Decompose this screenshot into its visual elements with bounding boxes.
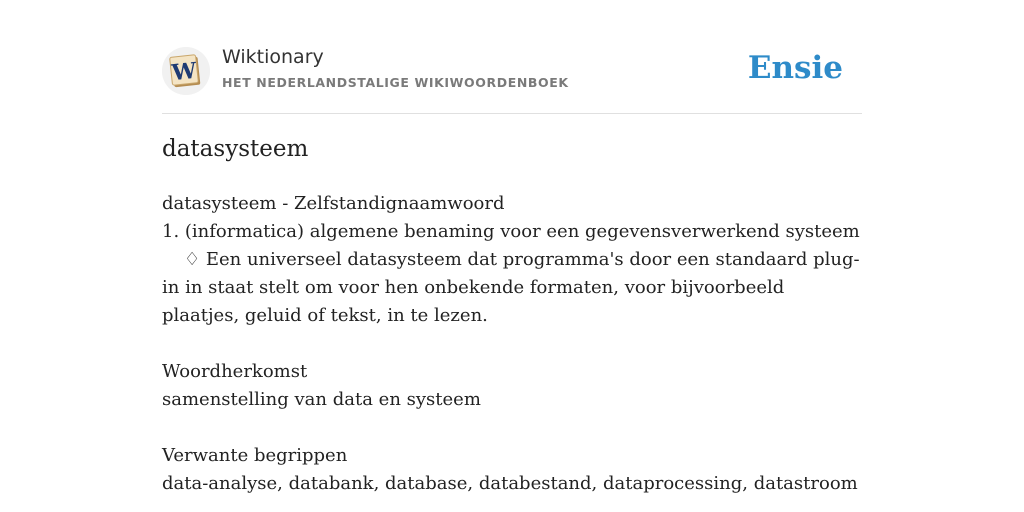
part-of-speech-line: datasysteem - Zelfstandignaamwoord	[162, 193, 505, 214]
site-header	[162, 42, 862, 98]
etymology-text: samenstelling van data en systeem	[162, 389, 481, 410]
entry-content	[162, 190, 862, 498]
spacer	[162, 414, 862, 442]
site-name[interactable]: Wiktionary	[222, 46, 324, 68]
entry-card	[162, 0, 862, 512]
svg-text:W: W	[170, 57, 198, 87]
related-heading: Verwante begrippen	[162, 445, 348, 466]
ensie-brand-logo[interactable]: Ensie	[747, 50, 843, 86]
header-divider	[162, 113, 862, 114]
definition: 1. (informatica) algemene benaming voor een gegevensverwerkend systeem	[162, 221, 860, 242]
wiktionary-logo-icon[interactable]	[162, 47, 210, 95]
related-terms: data-analyse, databank, database, databestand, dataprocessing, datastroom	[162, 473, 858, 494]
page-title: datasysteem	[162, 136, 309, 162]
example-sentence: ♢ Een universeel datasysteem dat programma's door een standaard plug-in in staat stelt om voor hen onbekende formaten, voor bijvoorbeeld plaatjes, geluid of tekst, in te lezen.	[162, 249, 860, 326]
site-tagline: HET NEDERLANDSTALIGE WIKIWOORDENBOEK	[222, 75, 569, 90]
etymology-heading: Woordherkomst	[162, 361, 308, 382]
spacer	[162, 330, 862, 358]
